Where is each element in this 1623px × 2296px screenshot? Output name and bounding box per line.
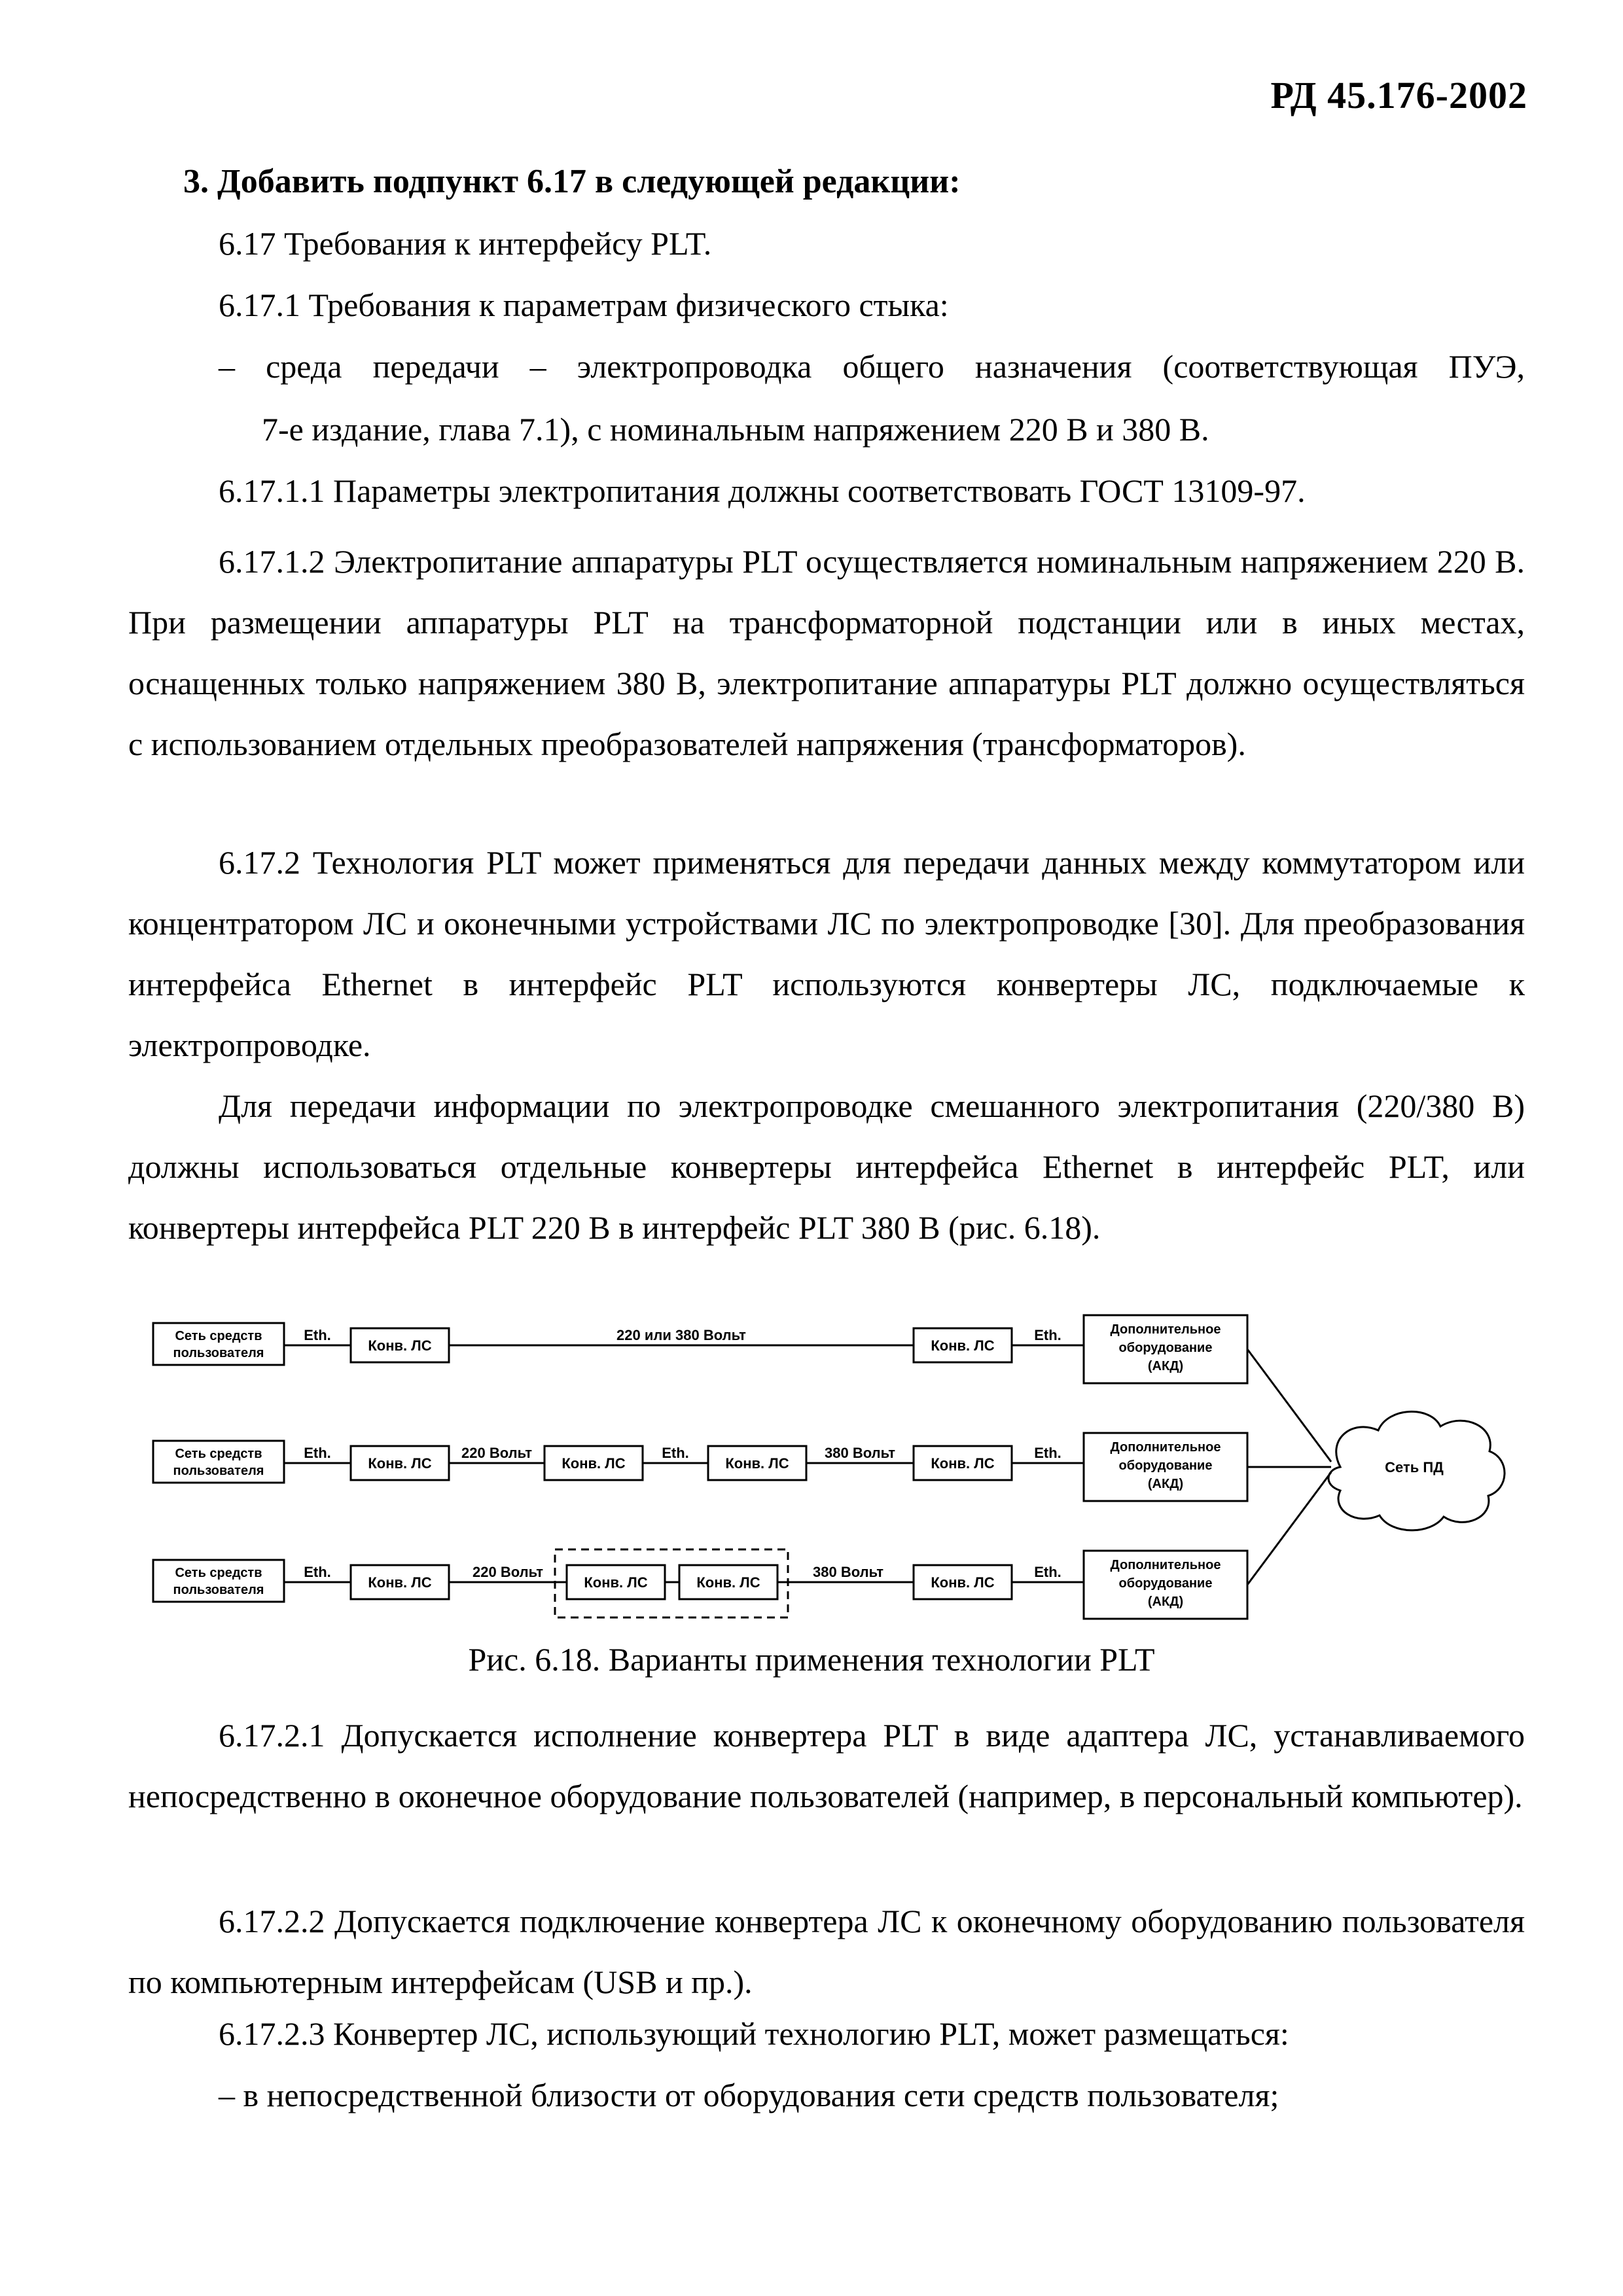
equipment-label-2b: оборудование bbox=[1118, 1458, 1213, 1473]
converter-label-3a: Конв. ЛС bbox=[368, 1574, 432, 1591]
user-network-label-2b: пользователя bbox=[173, 1464, 264, 1478]
user-network-label-2a: Сеть средств bbox=[175, 1447, 262, 1461]
converter-label-2a: Конв. ЛС bbox=[368, 1455, 432, 1472]
plt-diagram-svg bbox=[128, 1302, 1525, 1629]
eth-label-1b: Eth. bbox=[1034, 1327, 1061, 1343]
document-code: РД 45.176-2002 bbox=[1270, 74, 1527, 116]
bullet-item-2: – в непосредственной близости от оборудования сети средств пользователя; bbox=[219, 2077, 1279, 2113]
voltage-label-2b: 380 Вольт bbox=[825, 1445, 895, 1461]
bullet-item-line-1: – среда передачи – электропроводка общего назначения (соответствующая ПУЭ, bbox=[219, 348, 1525, 385]
user-network-label-1b: пользователя bbox=[173, 1346, 264, 1360]
voltage-label-3b: 380 Вольт bbox=[813, 1564, 883, 1580]
equipment-label-1b: оборудование bbox=[1118, 1341, 1213, 1355]
converter-label-1a: Конв. ЛС bbox=[368, 1337, 432, 1354]
eth-label-2b: Eth. bbox=[662, 1445, 689, 1461]
paragraph-6-17-2: 6.17.2 Технология PLT может применяться для передачи данных между коммутатором или концентратором ЛС и оконечными устройствами ЛС по электропроводке [30]. Для преобразования интерфейса Ethernet в интерфейс PLT используются конвертеры ЛС, подключаемые к электропроводке. bbox=[128, 844, 1525, 1063]
equipment-label-3a: Дополнительное bbox=[1110, 1558, 1221, 1572]
eth-label-1a: Eth. bbox=[304, 1327, 331, 1343]
paragraph-6-17-2-1: 6.17.2.1 Допускается исполнение конвертера PLT в виде адаптера ЛС, устанавливаемого непосредственно в оконечное оборудование пользователей (например, в персональный компьютер). bbox=[128, 1717, 1525, 1814]
user-network-label-3b: пользователя bbox=[173, 1583, 264, 1597]
eth-label-3a: Eth. bbox=[304, 1564, 331, 1580]
cloud-label: Сеть ПД bbox=[1385, 1459, 1444, 1475]
plt-diagram bbox=[128, 1302, 1525, 1629]
paragraph-6-17-1-2: 6.17.1.2 Электропитание аппаратуры PLT осуществляется номинальным напряжением 220 В. При размещении аппаратуры PLT на трансформаторной подстанции или в иных местах, оснащенных только напряжением 380 В, электропитание аппаратуры PLT должно осуществляться с использованием отдельных преобразователей напряжения (трансформаторов). bbox=[128, 543, 1525, 762]
converter-label-2b: Конв. ЛС bbox=[562, 1455, 626, 1472]
figure-caption: Рис. 6.18. Варианты применения технологии PLT bbox=[468, 1641, 1155, 1678]
equipment-label-1a: Дополнительное bbox=[1110, 1322, 1221, 1337]
paragraph-6-17-2-2: 6.17.2.2 Допускается подключение конвертера ЛС к оконечному оборудованию пользователя по компьютерным интерфейсам (USB и пр.). bbox=[128, 1903, 1525, 2000]
eth-label-2a: Eth. bbox=[304, 1445, 331, 1461]
converter-label-2d: Конв. ЛС bbox=[931, 1455, 995, 1472]
equipment-label-2a: Дополнительное bbox=[1110, 1440, 1221, 1455]
paragraph-mixed-power: Для передачи информации по электропроводке смешанного электропитания (220/380 В) должны использоваться отдельные конвертеры интерфейса Ethernet в интерфейс PLT, или конвертеры интерфейса PLT 220 В в интерфейс PLT 380 В (рис. 6.18). bbox=[128, 1087, 1525, 1246]
converter-label-3d: Конв. ЛС bbox=[931, 1574, 995, 1591]
equipment-label-3b: оборудование bbox=[1118, 1576, 1213, 1591]
converter-label-2c: Конв. ЛС bbox=[725, 1455, 789, 1472]
eth-label-3b: Eth. bbox=[1034, 1564, 1061, 1580]
bullet-item-line-2: 7-е издание, глава 7.1), с номинальным напряжением 220 В и 380 В. bbox=[262, 411, 1209, 448]
section-heading: 3. Добавить подпункт 6.17 в следующей редакции: bbox=[183, 163, 961, 200]
equipment-label-1c: (АКД) bbox=[1147, 1359, 1184, 1373]
user-network-label-1a: Сеть средств bbox=[175, 1329, 262, 1343]
paragraph-6-17: 6.17 Требования к интерфейсу PLT. bbox=[219, 225, 712, 262]
voltage-label-3a: 220 Вольт bbox=[473, 1564, 543, 1580]
converter-label-3c: Конв. ЛС bbox=[696, 1574, 760, 1591]
paragraph-6-17-1: 6.17.1 Требования к параметрам физического стыка: bbox=[219, 287, 949, 323]
user-network-label-3a: Сеть средств bbox=[175, 1566, 262, 1580]
paragraph-6-17-2-3: 6.17.2.3 Конвертер ЛС, использующий технологию PLT, может размещаться: bbox=[219, 2015, 1289, 2052]
equipment-label-3c: (АКД) bbox=[1147, 1595, 1184, 1609]
voltage-label-1: 220 или 380 Вольт bbox=[616, 1327, 746, 1343]
eth-label-2c: Eth. bbox=[1034, 1445, 1061, 1461]
voltage-label-2a: 220 Вольт bbox=[461, 1445, 532, 1461]
converter-label-1b: Конв. ЛС bbox=[931, 1337, 995, 1354]
paragraph-6-17-1-1: 6.17.1.1 Параметры электропитания должны соответствовать ГОСТ 13109-97. bbox=[219, 472, 1306, 509]
converter-label-3b: Конв. ЛС bbox=[584, 1574, 648, 1591]
equipment-label-2c: (АКД) bbox=[1147, 1477, 1184, 1491]
